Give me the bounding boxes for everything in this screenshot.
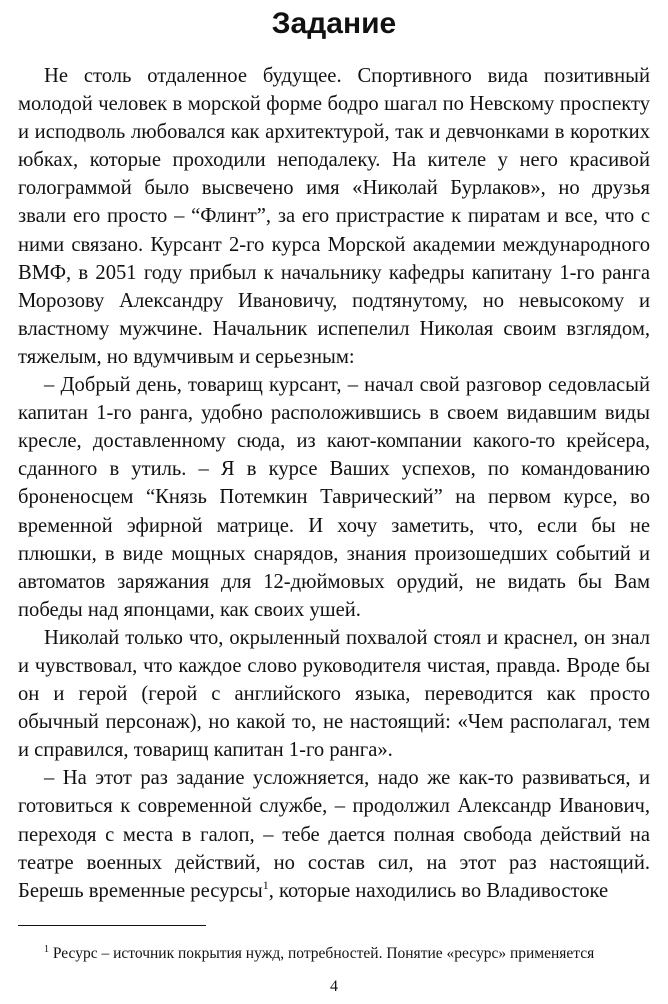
footnote-separator <box>18 925 206 926</box>
paragraph-last <box>18 764 650 904</box>
footnote <box>44 944 650 964</box>
body-text <box>18 62 650 905</box>
footnote-text: Ресурс – источник покрытия нужд, потребностей. Понятие «ресурс» применяется <box>49 945 595 962</box>
paragraph: Не столь отдаленное будущее. Спортивного вида позитивный молодой человек в морской форме бодро шагал по Невскому проспекту и исподволь любовался как архитектурой, так и девчонками в коротких юбках, которые проходили неподалеку. На кителе у него красивой голограммой было высвечено имя «Николай Бурлаков», но друзья звали его просто – “Флинт”, за его пристрастие к пиратам и все, что с ними связано. Курсант 2-го курса Морской академии международного ВМФ, в 2051 году прибыл к начальнику кафедры капитану 1-го ранга Морозову Александру Ивановичу, подтянутому, но невысокому и властному мужчине. Начальник испепелил Николая своим взглядом, тяжелым, но вдумчивым и серьезным: <box>18 65 650 368</box>
paragraph: – Добрый день, товарищ курсант, – начал свой разговор седовласый капитан 1-го ранга, удобно расположившись в своем видавшим виды кресле, доставленному сюда, из кают-компании какого-то крейсера, сданного в утиль. – Я в курсе Ваших успехов, по командованию броненосцем “Князь Потемкин Таврический” на первом курсе, во временной эфирной матрице. И хочу заметить, что, если бы не плюшки, в виде мощных снарядов, знания произошедших событий и автоматов заряжания для 12-дюймовых орудий, не видать бы Вам победы над японцами, как своих ушей. <box>18 374 650 621</box>
paragraph-text: – На этот раз задание усложняется, надо же как-то развиваться, и готовиться к современной службе, – продолжил Александр Иванович, переходя с места в галоп, – тебе дается полная свобода действий на театре военных действий, но состав сил, на этот раз настоящий. Берешь временные ресурсы <box>18 767 650 902</box>
paragraph-text-continued: , которые находились во Владивостоке <box>268 879 609 902</box>
page-number: 4 <box>330 978 338 995</box>
footnote-mark: 1 <box>44 943 49 955</box>
paragraph: Николай только что, окрыленный похвалой стоял и краснел, он знал и чувствовал, что каждое слово руководителя чистая, правда. Вроде бы он и герой (герой с английского языка, переводится как просто обычный персонаж), но какой то, не настоящий: «Чем располагал, тем и справился, товарищ капитан 1-го ранга». <box>18 626 650 762</box>
chapter-title: Задание <box>271 7 397 40</box>
footnote-reference[interactable]: 1 <box>262 877 269 892</box>
